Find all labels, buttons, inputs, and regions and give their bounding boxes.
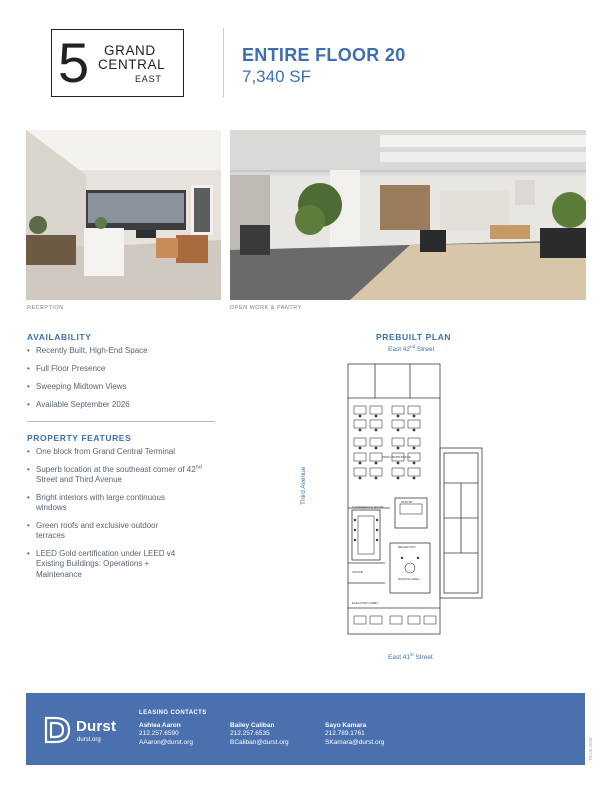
logo-number: 5	[58, 31, 90, 94]
list-item: • Full Floor Presence	[27, 364, 217, 375]
contact-name: Sayo Kamara	[325, 722, 367, 729]
plan-label-office: OFFICE	[352, 570, 363, 574]
logo-grand: GRAND	[104, 43, 156, 58]
open-work-photo	[230, 130, 586, 300]
contact-ashlea	[139, 722, 193, 747]
floor-plan	[330, 358, 490, 650]
reception-caption: RECEPTION	[27, 305, 64, 311]
plan-label-pantry: PANTRY	[401, 500, 413, 504]
availability-title: AVAILABILITY	[27, 332, 92, 342]
plan-label-waiting: WAITING AREA	[398, 577, 420, 581]
street-top: East 42nd Street	[388, 343, 435, 353]
list-item: • One block from Grand Central Terminal	[27, 447, 222, 458]
durst-website[interactable]: durst.org	[77, 737, 101, 743]
plan-label-reception: RECEPTION	[398, 545, 416, 549]
contact-phone[interactable]: 212.789.1761	[325, 730, 365, 737]
section-divider	[27, 421, 215, 422]
list-item: • Recently Built, High-End Space	[27, 346, 217, 357]
list-item: • Superb location at the southeast corner of 42nd Street and Third Avenue	[27, 465, 211, 486]
reception-photo	[26, 130, 221, 300]
leasing-title: LEASING CONTACTS	[139, 710, 207, 716]
document-code: 05.06.2026	[588, 737, 593, 760]
list-item: • LEED Gold certification under LEED v4 Existing Buildings: Operations + Maintenance	[27, 549, 186, 581]
contact-phone[interactable]: 212.257.6590	[139, 730, 179, 737]
logo-central: CENTRAL	[98, 57, 166, 72]
list-item: • Sweeping Midtown Views	[27, 382, 217, 393]
contact-email[interactable]: BCaliban@durst.org	[230, 739, 289, 746]
contact-bailey	[230, 722, 289, 747]
floor-area: 7,340 SF	[242, 67, 311, 86]
contact-phone[interactable]: 212.257.6535	[230, 730, 270, 737]
street-bottom: East 41st Street	[388, 651, 433, 661]
page-title: ENTIRE FLOOR 20	[242, 45, 406, 65]
contact-name: Bailey Caliban	[230, 722, 275, 729]
plan-label-lobby: ELEVATOR LOBBY	[352, 601, 379, 605]
contact-email[interactable]: SKamara@durst.org	[325, 739, 385, 746]
list-item: • Green roofs and exclusive outdoor terraces	[27, 521, 166, 542]
header-divider	[223, 28, 224, 98]
availability-list	[27, 346, 217, 411]
contact-sayo	[325, 722, 384, 747]
list-item: • Bright interiors with large continuous windows	[27, 493, 166, 514]
list-item: • Available September 2026	[27, 400, 217, 411]
durst-brand: Durst	[76, 718, 117, 735]
durst-logo-icon	[43, 716, 73, 744]
logo-east: EAST	[135, 74, 162, 84]
plan-title: PREBUILT PLAN	[376, 332, 452, 342]
contact-name: Ashlea Aaron	[139, 722, 181, 729]
features-title: PROPERTY FEATURES	[27, 433, 132, 443]
street-side: Third Avenue	[300, 466, 307, 505]
contact-email[interactable]: AAaron@durst.org	[139, 739, 193, 746]
features-list	[27, 447, 222, 580]
plan-label-open: OPEN WORKSPACE	[382, 455, 411, 459]
open-work-caption: OPEN WORK & PANTRY	[230, 305, 302, 311]
plan-label-conference: CONFERENCE ROOM	[352, 505, 384, 509]
